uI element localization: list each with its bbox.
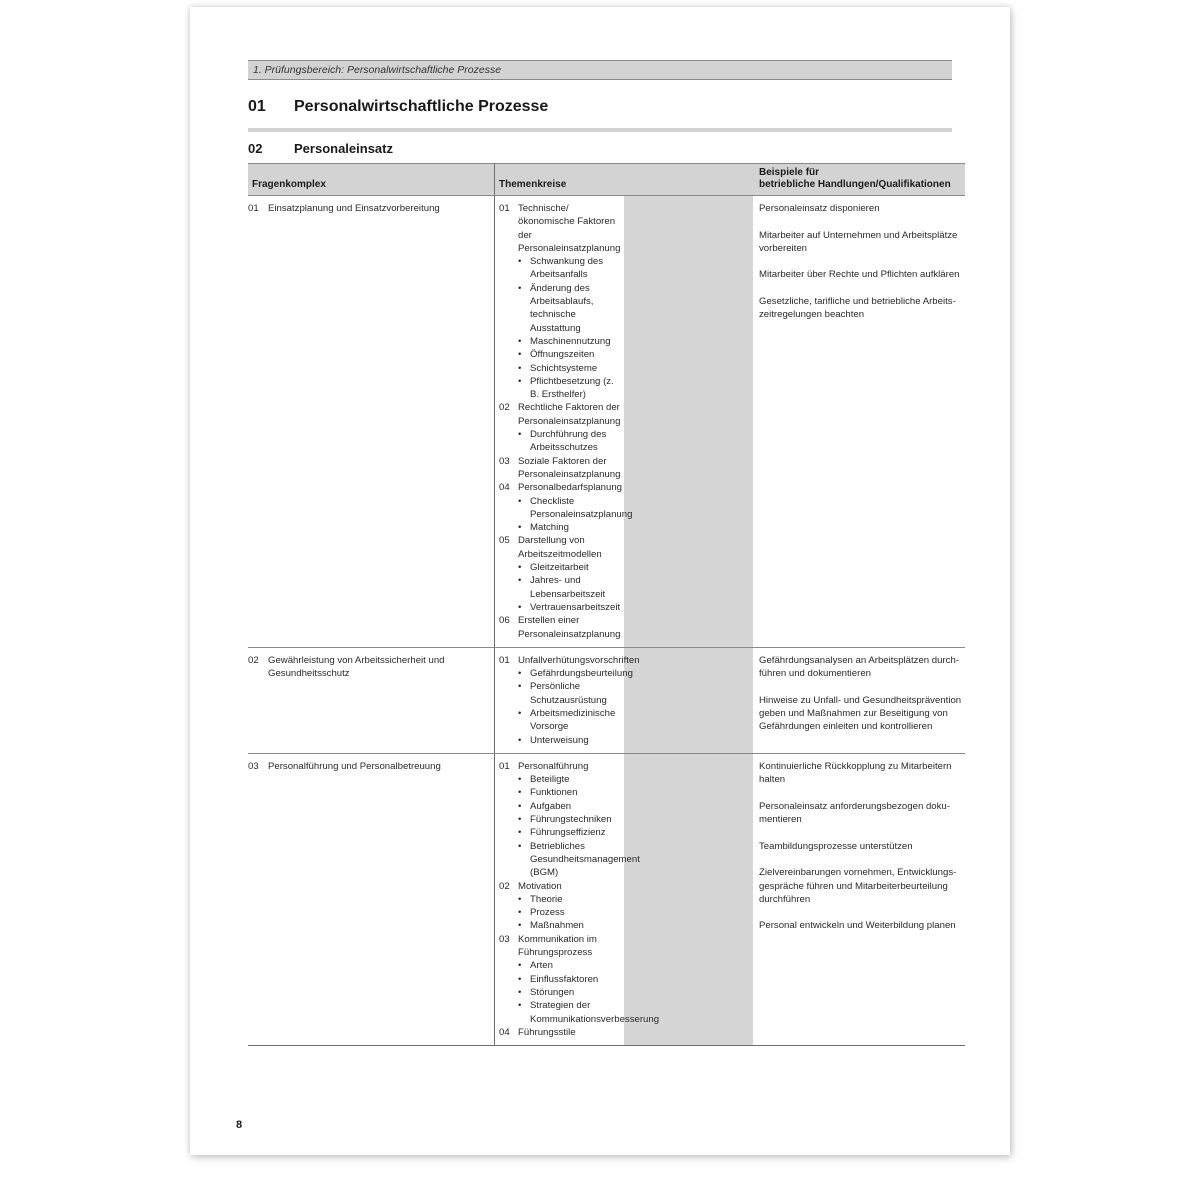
bullet-icon: • bbox=[518, 840, 522, 852]
topic-item bbox=[499, 1026, 624, 1039]
themenkreise-cell bbox=[495, 196, 633, 648]
topic-bullet bbox=[499, 574, 624, 601]
bullet-text-line: Störungen bbox=[530, 986, 575, 998]
bullet-text bbox=[530, 893, 563, 906]
topic-bullet bbox=[499, 375, 624, 402]
bullet-icon: • bbox=[518, 986, 522, 998]
bullet-text-line: Ausstattung bbox=[530, 322, 581, 334]
bullet-text bbox=[530, 601, 620, 614]
bullet-text bbox=[530, 348, 594, 361]
example-item bbox=[759, 694, 965, 734]
example-line: mentieren bbox=[759, 814, 802, 826]
example-item bbox=[759, 229, 965, 256]
topic-number: 04 bbox=[499, 482, 510, 494]
bullet-icon: • bbox=[518, 787, 522, 799]
fragenkomplex-number: 01 bbox=[248, 203, 259, 214]
example-line: zeitregelungen beachten bbox=[759, 309, 865, 321]
bullet-text-line: Öffnungszeiten bbox=[530, 349, 595, 361]
header-themenkreise: Themenkreise bbox=[495, 164, 754, 196]
topic-bullet bbox=[499, 959, 624, 972]
example-item bbox=[759, 654, 965, 681]
example-line: Hinweise zu Unfall- und Gesundheitsprävention bbox=[759, 694, 962, 706]
table-row bbox=[248, 647, 965, 753]
topic-bullet bbox=[499, 919, 624, 932]
bullet-icon: • bbox=[518, 800, 522, 812]
bullet-text bbox=[530, 255, 624, 282]
topic-bullet bbox=[499, 786, 624, 799]
fragenkomplex-number: 03 bbox=[248, 760, 259, 772]
topic-bullet bbox=[499, 813, 624, 826]
bullet-icon: • bbox=[518, 522, 522, 534]
topic-bullet bbox=[499, 335, 624, 348]
bullet-text bbox=[530, 919, 584, 932]
example-line: Personal entwickeln und Weiterbildung planen bbox=[759, 920, 956, 932]
beispiele-cell bbox=[753, 647, 965, 753]
topic-title bbox=[518, 654, 640, 667]
topic-bullet bbox=[499, 348, 624, 361]
bullet-text-line: Prozess bbox=[530, 907, 565, 919]
topic-number: 05 bbox=[499, 535, 510, 547]
page-content bbox=[248, 60, 962, 1046]
example-line: Gefährdungen einleiten und kontrollieren bbox=[759, 721, 933, 733]
fragenkomplex-title-line: Gewährleistung von Arbeitssicherheit und bbox=[268, 654, 445, 666]
topic-title-line: Erstellen einer Personaleinsatzplanung bbox=[518, 615, 621, 640]
topic-bullet bbox=[499, 734, 624, 747]
bullet-text bbox=[530, 428, 624, 455]
exam-area-header: 1. Prüfungsbereich: Personalwirtschaftliche Prozesse bbox=[248, 60, 952, 80]
topic-bullet-list bbox=[499, 428, 624, 455]
topic-title-line: Technische/ökonomische Faktoren der bbox=[518, 203, 616, 241]
topic-bullet bbox=[499, 893, 624, 906]
bullet-text-line: Maßnahmen bbox=[530, 920, 584, 932]
bullet-text bbox=[530, 667, 633, 680]
bullet-icon: • bbox=[518, 429, 522, 441]
bullet-icon: • bbox=[518, 734, 522, 746]
example-item bbox=[759, 760, 965, 787]
topic-bullet bbox=[499, 495, 633, 522]
example-line: vorbereiten bbox=[759, 242, 807, 254]
topic-bullet-list bbox=[499, 255, 624, 401]
example-line: halten bbox=[759, 774, 786, 786]
topic-title bbox=[518, 760, 588, 773]
topic-bullet-list bbox=[499, 773, 640, 879]
topic-bullet-list bbox=[499, 893, 624, 933]
bullet-text-line: Schwankung des Arbeitsanfalls bbox=[530, 256, 604, 281]
bullet-icon: • bbox=[518, 814, 522, 826]
fragenkomplex-entry bbox=[248, 202, 494, 215]
bullet-text-line: Persönliche Schutzausrüstung bbox=[530, 681, 607, 706]
topic-bullet bbox=[499, 428, 624, 455]
example-line: durchführen bbox=[759, 893, 811, 905]
bullet-text-line: Arbeitsmedizinische Vorsorge bbox=[530, 707, 616, 733]
subsection-title: Personaleinsatz bbox=[294, 140, 393, 156]
topic-number: 03 bbox=[499, 455, 510, 467]
bullet-icon: • bbox=[518, 827, 522, 839]
bullet-icon: • bbox=[518, 282, 522, 294]
subsection-heading bbox=[248, 139, 952, 157]
bullet-text bbox=[530, 680, 624, 707]
bullet-icon: • bbox=[518, 575, 522, 587]
bullet-icon: • bbox=[518, 335, 522, 347]
topic-title-line: Personaleinsatzplanung bbox=[518, 242, 621, 254]
bullet-text-line: Maschinennutzung bbox=[530, 335, 611, 347]
bullet-icon: • bbox=[518, 668, 522, 680]
topic-bullet bbox=[499, 255, 624, 282]
bullet-text-line: Führungseffizienz bbox=[530, 827, 606, 839]
header-beispiele-line2: betriebliche Handlungen/Qualifikationen bbox=[759, 179, 951, 190]
topic-bullet bbox=[499, 362, 624, 375]
topic-title bbox=[518, 880, 562, 893]
section-heading bbox=[248, 96, 952, 118]
bullet-text-line: Jahres- und Lebensarbeitszeit bbox=[530, 575, 606, 600]
bullet-text bbox=[530, 813, 612, 826]
topic-item bbox=[499, 481, 624, 494]
topic-number: 01 bbox=[499, 203, 510, 214]
topic-item bbox=[499, 654, 640, 667]
topic-number: 02 bbox=[499, 402, 510, 414]
example-item bbox=[759, 840, 965, 853]
topic-item bbox=[499, 455, 624, 482]
fragenkomplex-number: 02 bbox=[248, 654, 259, 666]
example-item bbox=[759, 268, 965, 281]
example-line: Kontinuierliche Rückkopplung zu Mitarbeitern bbox=[759, 760, 952, 772]
example-line: gespräche führen und Mitarbeiterbeurteilung bbox=[759, 880, 948, 892]
bullet-text bbox=[530, 495, 632, 522]
bullet-text bbox=[530, 335, 611, 348]
topic-title-line: Führungsstile bbox=[518, 1026, 576, 1038]
bullet-text bbox=[530, 734, 589, 747]
bullet-text-line: Einflussfaktoren bbox=[530, 973, 599, 985]
topic-title bbox=[518, 933, 624, 960]
topic-title-line: Darstellung von Arbeitszeitmodellen bbox=[518, 535, 602, 560]
topic-number: 02 bbox=[499, 880, 510, 892]
topic-bullet-list bbox=[499, 561, 624, 614]
topic-bullet bbox=[499, 906, 624, 919]
bullet-text-line: Änderung des Arbeitsablaufs, technische bbox=[530, 282, 594, 321]
bullet-text bbox=[530, 906, 565, 919]
fragenkomplex-title-line: Gesundheitsschutz bbox=[268, 668, 350, 680]
bullet-icon: • bbox=[518, 601, 522, 613]
bullet-icon: • bbox=[518, 907, 522, 919]
topic-bullet-list bbox=[499, 495, 633, 535]
table-header-row bbox=[248, 164, 965, 196]
topic-title bbox=[518, 202, 624, 255]
topic-bullet bbox=[499, 986, 624, 999]
bullet-text-line: Strategien der Kommunikationsverbesserung bbox=[530, 1000, 660, 1025]
bullet-text-line: Durchführung des Arbeitsschutzes bbox=[530, 429, 607, 454]
topic-bullet bbox=[499, 773, 624, 786]
example-line: Teambildungsprozesse unterstützen bbox=[759, 840, 913, 852]
topic-bullet bbox=[499, 521, 624, 534]
table-row bbox=[248, 196, 965, 648]
example-item bbox=[759, 295, 965, 322]
bullet-text bbox=[530, 521, 569, 534]
section-number: 01 bbox=[248, 98, 266, 115]
bullet-text bbox=[530, 786, 577, 799]
bullet-text bbox=[530, 574, 624, 601]
bullet-text-line: Betriebliches Gesundheitsmanagement (BGM) bbox=[530, 840, 640, 879]
bullet-icon: • bbox=[518, 920, 522, 932]
topic-title-line: Kommunikation im Führungsprozess bbox=[518, 933, 597, 959]
topic-title bbox=[518, 614, 624, 641]
column-separator-band bbox=[624, 196, 753, 648]
fragenkomplex-cell bbox=[248, 647, 495, 753]
example-line: Gesetzliche, tarifliche und betriebliche Arbeits- bbox=[759, 296, 956, 308]
fragenkomplex-title bbox=[268, 654, 445, 681]
example-line: Zielvereinbarungen vornehmen, Entwicklungs- bbox=[759, 867, 957, 879]
topic-item bbox=[499, 202, 624, 255]
bullet-text-line: Arten bbox=[530, 960, 553, 972]
bullet-text-line: Schichtsysteme bbox=[530, 362, 598, 374]
topic-bullet bbox=[499, 826, 624, 839]
topic-title-line: Personalbedarfsplanung bbox=[518, 482, 623, 494]
bullet-icon: • bbox=[518, 562, 522, 574]
example-line: Personaleinsatz anforderungsbezogen doku- bbox=[759, 800, 950, 812]
bullet-text bbox=[530, 840, 640, 880]
subsection-number: 02 bbox=[248, 140, 263, 156]
topic-bullet bbox=[499, 601, 624, 614]
bullet-icon: • bbox=[518, 362, 522, 374]
topic-title bbox=[518, 401, 624, 428]
topic-item bbox=[499, 614, 624, 641]
bullet-icon: • bbox=[518, 349, 522, 361]
curriculum-table bbox=[248, 163, 965, 1046]
bullet-text bbox=[530, 973, 598, 986]
topic-number: 03 bbox=[499, 933, 510, 945]
topic-bullet bbox=[499, 973, 624, 986]
bullet-text-line: Checkliste Personaleinsatzplanung bbox=[530, 495, 633, 520]
bullet-icon: • bbox=[518, 707, 522, 719]
topic-bullet-list bbox=[499, 959, 660, 1025]
bullet-text bbox=[530, 800, 571, 813]
bullet-text-line: Gleitzeitarbeit bbox=[530, 562, 589, 574]
example-line: Mitarbeiter auf Unternehmen und Arbeitsplätze bbox=[759, 229, 958, 241]
topic-item bbox=[499, 401, 624, 428]
header-fragenkomplex: Fragenkomplex bbox=[248, 164, 495, 196]
bullet-text-line: Unterweisung bbox=[530, 734, 589, 746]
beispiele-cell bbox=[753, 196, 965, 648]
example-line: Personaleinsatz disponieren bbox=[759, 203, 880, 214]
beispiele-cell bbox=[753, 753, 965, 1045]
bullet-icon: • bbox=[518, 774, 522, 786]
bullet-icon: • bbox=[518, 973, 522, 985]
bullet-text bbox=[530, 773, 569, 786]
example-line: Mitarbeiter über Rechte und Pflichten aufklären bbox=[759, 269, 960, 281]
topic-title bbox=[518, 1026, 576, 1039]
header-beispiele bbox=[753, 164, 965, 196]
bullet-text bbox=[530, 986, 574, 999]
topic-item bbox=[499, 933, 624, 960]
topic-title-line: Personalführung bbox=[518, 760, 589, 772]
themenkreise-cell bbox=[495, 753, 660, 1045]
topic-bullet bbox=[499, 667, 633, 680]
fragenkomplex-title: Einsatzplanung und Einsatzvorbereitung bbox=[268, 203, 440, 214]
example-item bbox=[759, 800, 965, 827]
example-item bbox=[759, 866, 965, 906]
topic-bullet bbox=[499, 999, 660, 1026]
bullet-icon: • bbox=[518, 681, 522, 693]
topic-title bbox=[518, 455, 624, 482]
bullet-text bbox=[530, 561, 589, 574]
document-page bbox=[190, 7, 1010, 1155]
column-separator-band bbox=[624, 647, 753, 753]
topic-bullet bbox=[499, 800, 624, 813]
topic-number: 01 bbox=[499, 760, 510, 772]
example-line: geben und Maßnahmen zur Beseitigung von bbox=[759, 707, 948, 719]
themenkreise-cell bbox=[495, 647, 640, 753]
example-line: führen und dokumentieren bbox=[759, 668, 872, 680]
bullet-text bbox=[530, 282, 624, 335]
topic-item bbox=[499, 880, 624, 893]
bullet-icon: • bbox=[518, 1000, 522, 1012]
topic-bullet bbox=[499, 840, 640, 880]
bullet-icon: • bbox=[518, 256, 522, 268]
bullet-text-line: Matching bbox=[530, 522, 569, 534]
topic-number: 06 bbox=[499, 615, 510, 627]
topic-bullet bbox=[499, 282, 624, 335]
page-number: 8 bbox=[236, 1119, 243, 1131]
topic-bullet-list bbox=[499, 667, 633, 747]
bullet-text-line: Aufgaben bbox=[530, 800, 572, 812]
header-beispiele-line1: Beispiele für bbox=[759, 167, 820, 178]
bullet-text bbox=[530, 707, 624, 734]
fragenkomplex-cell bbox=[248, 196, 495, 648]
example-item bbox=[759, 919, 965, 932]
bullet-icon: • bbox=[518, 893, 522, 905]
bullet-text-line: Pflichtbesetzung (z. B. Ersthelfer) bbox=[530, 375, 614, 401]
topic-number: 04 bbox=[499, 1026, 510, 1038]
bullet-text bbox=[530, 375, 624, 402]
topic-title-line: Motivation bbox=[518, 880, 562, 892]
fragenkomplex-title: Personalführung und Personalbetreuung bbox=[268, 760, 441, 772]
topic-title bbox=[518, 481, 622, 494]
section-divider bbox=[248, 128, 952, 132]
bullet-text-line: Gefährdungsbeurteilung bbox=[530, 668, 633, 680]
fragenkomplex-cell bbox=[248, 753, 495, 1045]
topic-title-line: Rechtliche Faktoren der Personaleinsatzplanung bbox=[518, 402, 621, 427]
fragenkomplex-entry bbox=[248, 654, 494, 681]
example-item bbox=[759, 202, 965, 215]
topic-bullet bbox=[499, 561, 624, 574]
bullet-text bbox=[530, 959, 553, 972]
topic-item bbox=[499, 760, 624, 773]
bullet-text bbox=[530, 362, 597, 375]
bullet-text-line: Beteiligte bbox=[530, 774, 570, 786]
bullet-text-line: Theorie bbox=[530, 893, 563, 905]
bullet-text-line: Funktionen bbox=[530, 787, 578, 799]
section-title: Personalwirtschaftliche Prozesse bbox=[294, 98, 549, 115]
topic-title-line: Unfallverhütungsvorschriften bbox=[518, 654, 640, 666]
fragenkomplex-entry bbox=[248, 760, 494, 773]
bullet-text bbox=[530, 826, 606, 839]
table-row bbox=[248, 753, 965, 1045]
topic-title bbox=[518, 534, 624, 561]
topic-bullet bbox=[499, 680, 624, 707]
topic-bullet bbox=[499, 707, 624, 734]
bullet-icon: • bbox=[518, 375, 522, 387]
topic-title-line: Soziale Faktoren der Personaleinsatzplanung bbox=[518, 455, 621, 480]
bullet-text-line: Vertrauensarbeitszeit bbox=[530, 601, 621, 613]
topic-item bbox=[499, 534, 624, 561]
bullet-icon: • bbox=[518, 495, 522, 507]
topic-number: 01 bbox=[499, 654, 510, 666]
example-line: Gefährdungsanalysen an Arbeitsplätzen durch- bbox=[759, 654, 959, 666]
bullet-text bbox=[530, 999, 659, 1026]
bullet-icon: • bbox=[518, 960, 522, 972]
bullet-text-line: Führungstechniken bbox=[530, 814, 612, 826]
